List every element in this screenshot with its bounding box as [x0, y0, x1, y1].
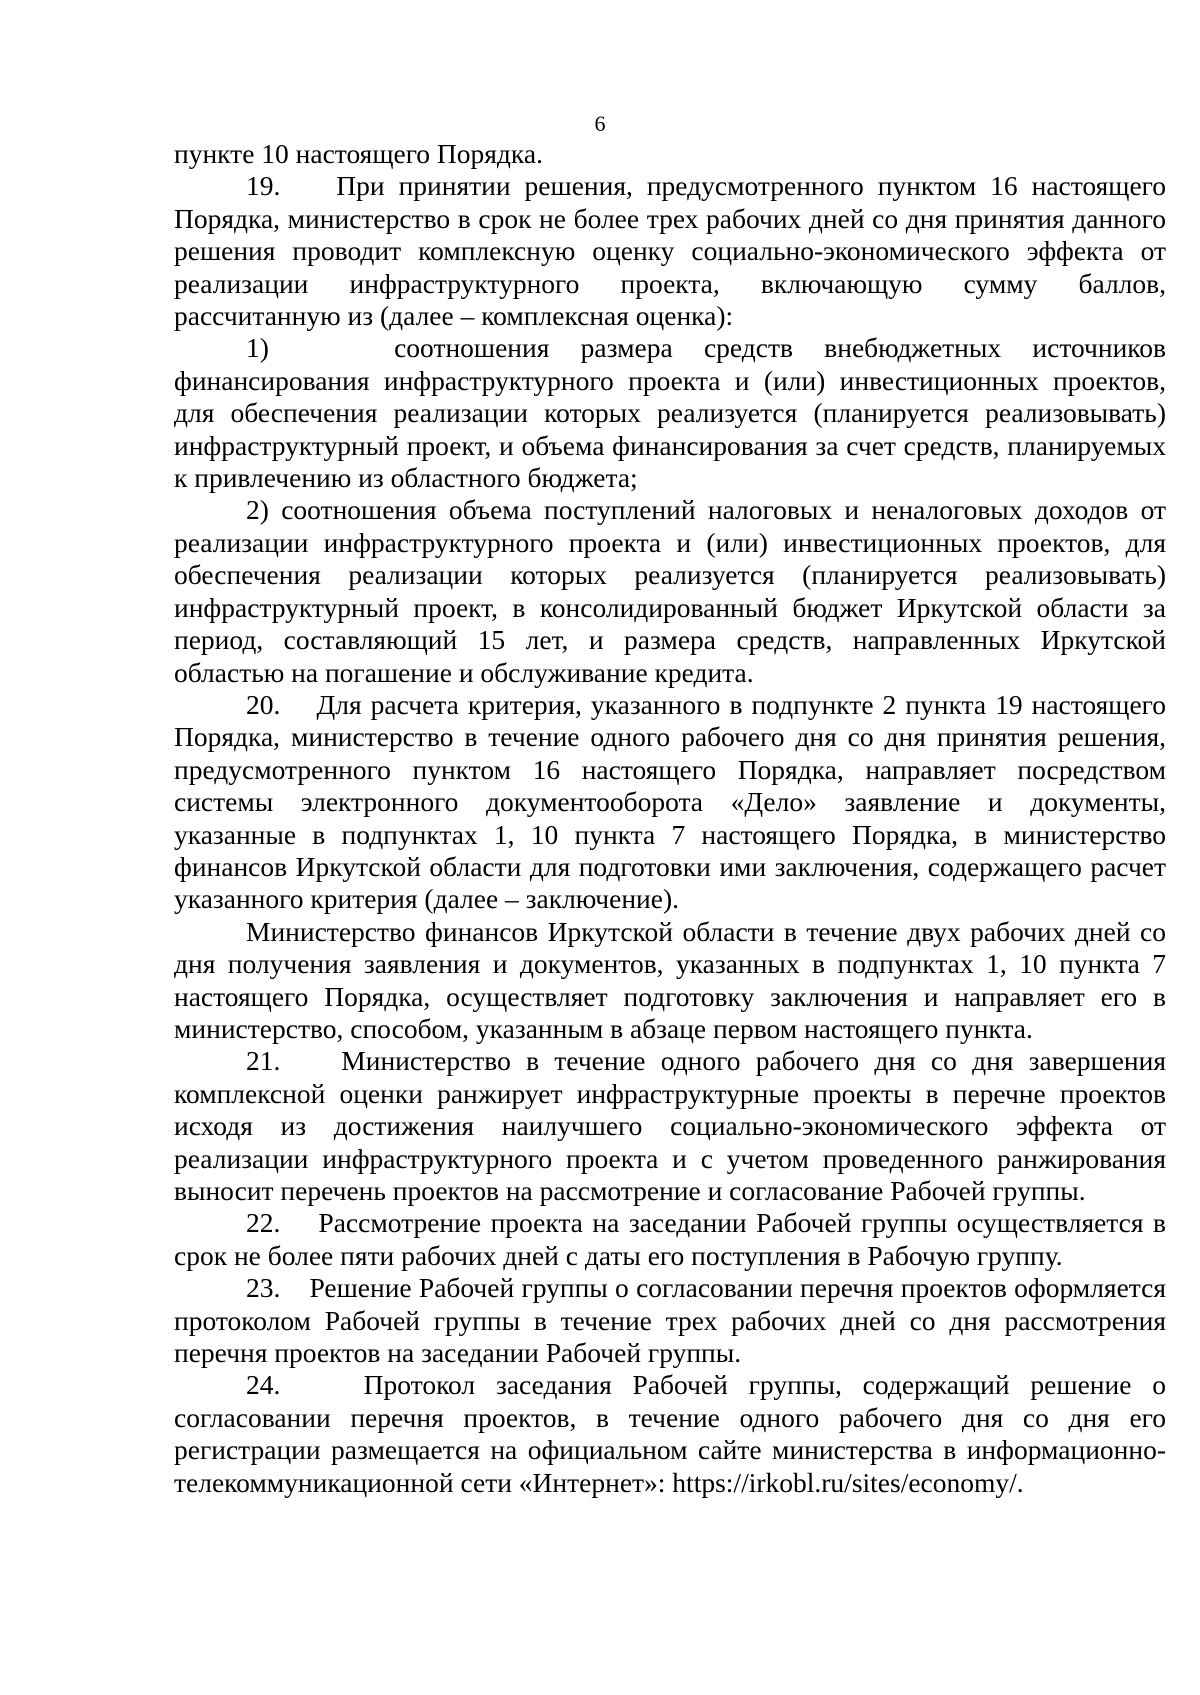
paragraph-continuation: пункте 10 настоящего Порядка. [174, 138, 543, 169]
paragraph-item-22: 22. Рассмотрение проекта на заседании Рабочей группы осуществляется в срок не более пяти рабочих дней с даты его поступления в Рабочую группу. [174, 1207, 1166, 1271]
paragraph-item-21: 21. Министерство в течение одного рабочего дня со дня завершения комплексной оценки ранжирует инфраструктурные проекты в перечне проектов исходя из достижения наилучшего социально-экономического эффекта от реализации инфраструктурного проекта и с учетом проведенного ранжирования выносит перечень проектов на рассмотрение и согласование Рабочей группы. [174, 1045, 1166, 1206]
paragraph-subitem-1: 1) соотношения размера средств внебюджетных источников финансирования инфраструктурного проекта и (или) инвестиционных проектов, для обеспечения реализации которых реализуется (планируется реализовывать) инфраструктурный проект, и объема финансирования за счет средств, планируемых к привлечению из областного бюджета; [174, 332, 1166, 494]
paragraph-item-19: 19. При принятии решения, предусмотренного пунктом 16 настоящего Порядка, министерство в срок не более трех рабочих дней со дня принятия данного решения проводит комплексную оценку социально-экономического эффекта от реализации инфраструктурного проекта, включающую сумму баллов, рассчитанную из (далее – комплексная оценка): [174, 170, 1166, 332]
document-body [174, 138, 1166, 1499]
paragraph-item-20-second: Министерство финансов Иркутской области в течение двух рабочих дней со дня получения заявления и документов, указанных в подпунктах 1, 10 пункта 7 настоящего Порядка, осуществляет подготовку заключения и направляет его в министерство, способом, указанным в абзаце первом настоящего пункта. [174, 915, 1166, 1044]
paragraph-item-23: 23. Решение Рабочей группы о согласовании перечня проектов оформляется протоколом Рабочей группы в течение трех рабочих дней со дня рассмотрения перечня проектов на заседании Рабочей группы. [174, 1272, 1166, 1369]
paragraph-item-24: 24. Протокол заседания Рабочей группы, содержащий решение о согласовании перечня проектов, в течение одного рабочего дня со дня его регистрации размещается на официальном сайте министерства в информационно-телекоммуникационной сети «Интернет»: https://irkobl.ru/sites/economy/. [174, 1369, 1166, 1498]
paragraph-subitem-2: 2) соотношения объема поступлений налоговых и неналоговых доходов от реализации инфраструктурного проекта и (или) инвестиционных проектов, для обеспечения реализации которых реализуется (планируется реализовывать) инфраструктурный проект, в консолидированный бюджет Иркутской области за период, составляющий 15 лет, и размера средств, направленных Иркутской областью на погашение и обслуживание кредита. [174, 494, 1166, 688]
page-number: 6 [594, 111, 606, 136]
paragraph-item-20: 20. Для расчета критерия, указанного в подпункте 2 пункта 19 настоящего Порядка, министерство в течение одного рабочего дня со дня принятия решения, предусмотренного пунктом 16 настоящего Порядка, направляет посредством системы электронного документооборота «Дело» заявление и документы, указанные в подпунктах 1, 10 пункта 7 настоящего Порядка, в министерство финансов Иркутской области для подготовки ими заключения, содержащего расчет указанного критерия (далее – заключение). [174, 688, 1166, 915]
